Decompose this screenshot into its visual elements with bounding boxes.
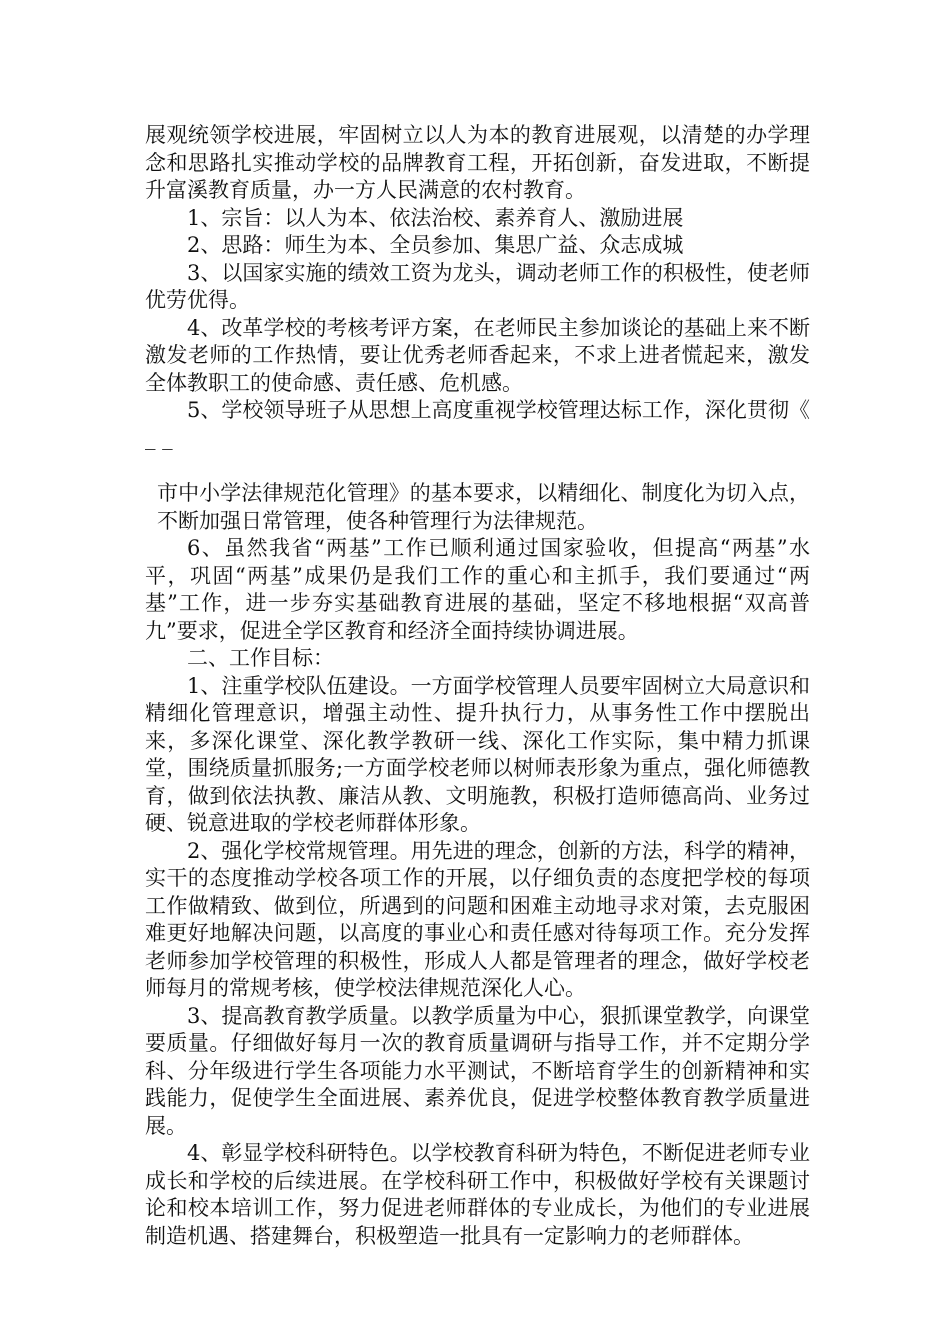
paragraph-goal-1: 1、注重学校队伍建设。一方面学校管理人员要牢固树立大局意识和精细化管理意识，增强主动性、提升执行力，从事务性工作中摆脱出来，多深化课堂、深化教学教研一线、深化工作实际，集中精力抓课堂，围绕质量抓服务;一方面学校老师以树师表形象为重点，强化师德教育，做到依法执教、廉洁从教、文明施教，积极打造师德高尚、业务过硬、锐意进取的学校老师群体形象。 [145, 673, 810, 835]
paragraph-item-3: 3、以国家实施的绩效工资为龙头，调动老师工作的积极性，使老师优劳优得。 [145, 260, 810, 312]
paragraph-item-5: 5、学校领导班子从思想上高度重视学校管理达标工作，深化贯彻《 _ _ [145, 398, 810, 450]
document-body [145, 122, 810, 1250]
paragraph-approach: 2、思路：师生为本、全员参加、集思广益、众志成城 [187, 233, 684, 257]
blank-line [145, 452, 810, 480]
paragraph-item-6: 6、虽然我省“两基”工作已顺利通过国家验收，但提高“两基”水平，巩固“两基”成果仍是我们工作的重心和主抓手，我们要通过“两基”工作，进一步夯实基础教育进展的基础，坚定不移地根据“双高普九”要求，促进全学区教育和经济全面持续协调进展。 [145, 536, 810, 643]
section-heading-goals: 二、工作目标： [187, 646, 334, 670]
paragraph-goal-3: 3、提高教育教学质量。以教学质量为中心，狠抓课堂教学，向课堂要质量。仔细做好每月一次的教育质量调研与指导工作，并不定期分学科、分年级进行学生各项能力水平测试，不断培育学生的创新精神和实践能力，促使学生全面进展、素养优良，促进学校整体教育教学质量进展。 [145, 1003, 810, 1138]
paragraph-item-4: 4、改革学校的考核考评方案，在老师民主参加谈论的基础上来不断激发老师的工作热情，要让优秀老师香起来，不求上进者慌起来，激发全体教职工的使命感、责任感、危机感。 [145, 315, 810, 395]
paragraph-purpose: 1、宗旨：以人为本、依法治校、素养育人、激励进展 [187, 205, 684, 230]
paragraph-item-5-continued: 市中小学法律规范化管理》的基本要求，以精细化、制度化为切入点，不断加强日常管理，使各种管理行为法律规范。 [157, 481, 810, 533]
paragraph-goal-4: 4、彰显学校科研特色。以学校教育科研为特色，不断促进老师专业成长和学校的后续进展。在学校科研工作中，积极做好学校有关课题讨论和校本培训工作，努力促进老师群体的专业成长，为他们的专业进展制造机遇、搭建舞台，积极塑造一批具有一定影响力的老师群体。 [145, 1141, 810, 1248]
paragraph-goal-2: 2、强化学校常规管理。用先进的理念，创新的方法，科学的精神，实干的态度推动学校各项工作的开展，以仔细负责的态度把学校的每项工作做精致、做到位，所遇到的问题和困难主动地寻求对策，去克服困难更好地解决问题，以高度的事业心和责任感对待每项工作。充分发挥老师参加学校管理的积极性，形成人人都是管理者的理念，做好学校老师每月的常规考核，使学校法律规范深化人心。 [145, 838, 810, 1000]
paragraph-intro: 展观统领学校进展，牢固树立以人为本的教育进展观，以清楚的办学理念和思路扎实推动学校的品牌教育工程，开拓创新，奋发进取，不断提升富溪教育质量，办一方人民满意的农村教育。 [145, 123, 810, 202]
